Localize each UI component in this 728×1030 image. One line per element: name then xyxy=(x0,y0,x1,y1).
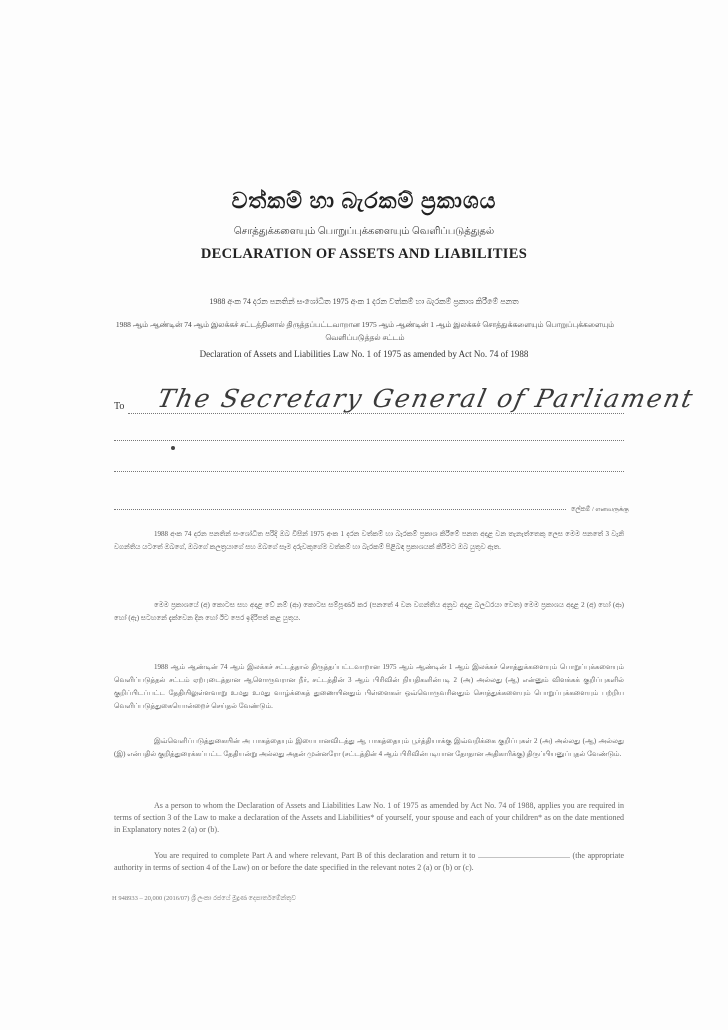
handwritten-addressee: The Secretary General of Parliament xyxy=(154,384,698,413)
paragraph-sinhala-2: මෙම ප්‍රකාශයේ (අ) කොටස සහ අදාළ වේ නම් (ආ) කොටස සම්පූර්ණ කර (පනතේ 4 වන වගන්තිය අනුව අදාළ බලධරයා වෙත) මෙම ප්‍රකාශය අදාළ 2 (අ) හෝ (ආ) හෝ (ඇ) සටහනේ දැක්වෙන දින හෝ ඊට පෙර ඉදිරිපත් කළ යුතුය. xyxy=(114,601,624,622)
title-tamil: சொத்துக்களையும் பொறுப்புக்களையும் வெளிப்படுத்துதல் xyxy=(233,226,495,237)
addressee-line-4 xyxy=(114,509,566,510)
paragraph-tamil-2: இவ்வெளிப்படுத்துகையின் அ பாகத்தையும் இயைபானவிடத்து ஆ பாகத்தையும் பூர்த்தியாக்கு இவ்வறிக்கை குறிப்புகள் 2 (அ) அல்லது (ஆ) அல்லது (இ) என்பதில் குறித்துரைக்கப்பட்ட தேதியன்று அல்லது அதன் முன்னரோ (சட்டத்தின் 4 ஆம் பிரிவின்படியான தோதான அதிகாரிக்கு) திருப்பியனுப்புதல் வேண்டும். xyxy=(114,737,624,758)
addressee-line-3 xyxy=(114,471,624,472)
law-reference-tamil: 1988 ஆம் ஆண்டின் 74 ஆம் இலக்கச் சட்டத்தினால் திருத்தப்பட்டவாறான 1975 ஆம் ஆண்டின் 1 ஆம் இலக்கச் சொத்துக்களையும் பொறுப்புக்களையும் வெளிப்படுத்தல் சட்டம் xyxy=(115,320,615,342)
paragraph-english-2: You are required to complete Part A and where relevant, Part B of this declaration and return it to .............................................. (the appropriate authority in terms of section 4 of the Law) on or before the date specified in the relevant notes 2 (a) or (b) or (c). xyxy=(114,851,624,872)
printer-footer: H 948933 – 20,000 (2016/07) ශ්‍රී ලංකා රජයේ මුද්‍රණ දෙපාර්තමේන්තුව xyxy=(112,895,296,902)
ink-speck xyxy=(171,446,175,450)
paragraph-tamil-1: 1988 ஆம் ஆண்டின் 74 ஆம் இலக்கச் சட்டத்தால் திருத்தப்பட்டவாறான 1975 ஆம் ஆண்டின் 1 ஆம் இலக்கச் சொத்துக்களையும் பொறுப்புக்களையும் வெளிப்படுத்தல் சட்டம் ஏற்புடைத்தான ஆளொருவரான நீர், சட்டத்தின் 3 ஆம் பிரிவின் நியதிகளின்படி 2 (அ) அல்லது (ஆ) என்னும் விளக்கக் குறிப்புகளில் குறிப்பிடப்பட்ட தேதியிலுள்ளவாறு உமது உமது வாழ்க்கைத் துணையினதும் பிள்ளைகள் ஒவ்வொருவரினதும் சொத்துக்களையும் பொறுப்புக்களையும் பற்றிய வெளிப்படுத்துகையொன்றைச் செய்தல் வேண்டும். xyxy=(114,663,624,710)
paragraph-english-1: As a person to whom the Declaration of Assets and Liabilities Law No. 1 of 1975 as amended by Act No. 74 of 1988, applies you are required in terms of section 3 of the Law to make a declaration of the Assets and Liabilities* of yourself, your spouse and each of your children* as on the date mentioned in Explanatory notes 2 (a) or (b). xyxy=(114,801,624,834)
law-reference-sinhala: 1988 අංක 74 දරන පනතින් සංශෝධිත 1975 අංක 1 දරන වත්කම් හා බැරකම් ප්‍රකාශ කිරීමේ පනත xyxy=(209,297,519,306)
to-label: To xyxy=(114,401,125,412)
title-english: DECLARATION OF ASSETS AND LIABILITIES xyxy=(200,246,528,262)
paragraph-sinhala-1: 1988 අංක 74 දරන පනතින් සංශෝධිත පරිදි ඔබ විසින් 1975 අංක 1 දරන වත්කම් හා බැරකම් ප්‍රකාශ කිරීමේ පනත අදාළ වන තැනැත්තෙකු ලෙස මෙම පනතේ 3 වැනි වගන්තිය යටතේ ඔබගේ, ඔබගේ කලත්‍රයාගේ සහ ඔබගේ සෑම දරුවකුගේම වත්කම් හා බැරකම් පිළිබඳ ප්‍රකාශයක් කිරීමට ඔබ යුතුව ඇත. xyxy=(114,530,624,551)
addressee-line-2 xyxy=(114,440,624,441)
addressee-line-1 xyxy=(128,413,624,414)
law-reference-english: Declaration of Assets and Liabilities Law No. 1 of 1975 as amended by Act No. 74 of 1988 xyxy=(199,349,529,359)
signature-label: ලේකම් / எனவருக்கு xyxy=(571,506,629,513)
title-sinhala: වත්කම් හා බැරකම් ප්‍රකාශය xyxy=(231,188,497,213)
